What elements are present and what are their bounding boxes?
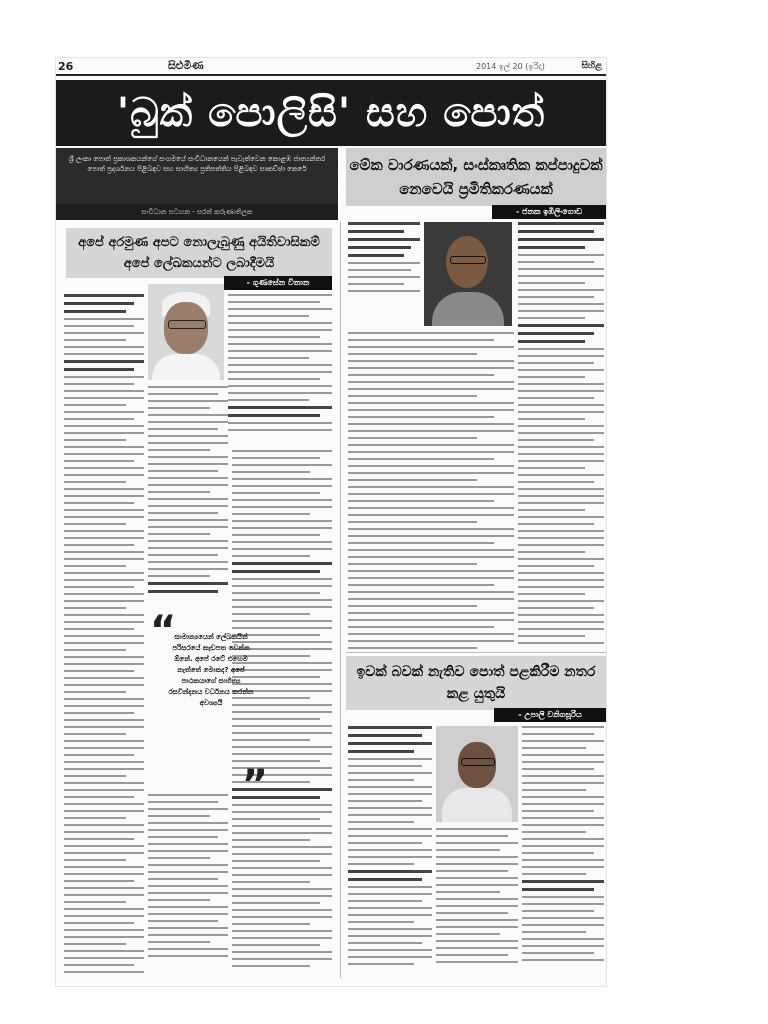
issue-date: 2014 ඉල් 20 (ඉරිදා) bbox=[476, 62, 545, 71]
newspaper-brand: සිළුමිණ bbox=[168, 59, 204, 72]
pull-quote bbox=[150, 608, 268, 808]
page-number: 26 bbox=[58, 60, 74, 73]
left-column-b bbox=[228, 294, 332, 444]
top-right-column-b bbox=[348, 332, 514, 650]
header-rule bbox=[56, 74, 606, 76]
section-divider bbox=[346, 652, 606, 653]
close-quote-icon: ” bbox=[241, 762, 268, 808]
intro-deck: ශ්‍රී ලංකා පොත් ප්‍රකාශකයන්ගේ සංගමයේ සංවිධානයෙන් පැවැත්වෙන කොළඹ ජාත්‍යන්තර පොත් ප්‍රදර්ශනය පිළිබඳව සහ සාහිත්‍ය ප්‍රතිපත්තිය පිළිබඳව සාකච්ඡා කෙරේ bbox=[56, 148, 338, 204]
left-portrait bbox=[148, 284, 224, 380]
top-right-column-a bbox=[348, 222, 420, 326]
main-headline: 'බුක් පොලිසි' සහ පොත් bbox=[56, 80, 606, 146]
top-right-headline: මේක වාරණයක්, සංස්කෘතික කප්පාදුවක් නෙවෙයි ප්‍රමිතිකරණයක් bbox=[346, 148, 606, 206]
bottom-right-portrait bbox=[436, 726, 518, 822]
section-name: සිහිළ bbox=[581, 61, 602, 71]
bottom-right-headline: ඉවක් බවක් නැතිව පොත් පළකිරීම නතර කළ යුතුයි bbox=[346, 656, 606, 710]
column-divider bbox=[340, 222, 341, 978]
bottom-right-column-b bbox=[522, 726, 604, 976]
left-headline: අපේ අරමුණ අපට නොලැබුණු අයිතිවාසිකම් අපේ ලේඛකයන්ට ලබාදීමයි bbox=[66, 228, 332, 278]
newspaper-page bbox=[56, 58, 606, 986]
byline: සංවිධාන සටහන - සරත් කරුණාතිලක bbox=[56, 204, 338, 220]
top-right-author: - ජනක ඉඹිලිංගොඩ bbox=[492, 205, 606, 219]
left-column-e bbox=[148, 794, 228, 970]
left-column-a bbox=[64, 294, 144, 974]
page-header bbox=[56, 58, 606, 76]
left-column-c bbox=[148, 386, 228, 612]
bottom-right-column-c bbox=[436, 828, 518, 976]
open-quote-icon: “ bbox=[150, 608, 177, 654]
left-author: - ගුණසේන විතාන bbox=[224, 276, 332, 290]
bottom-right-column-a bbox=[348, 726, 432, 976]
top-right-portrait bbox=[424, 222, 512, 326]
bottom-right-author: - උපාලි වනිගසූරිය bbox=[494, 708, 606, 722]
pull-quote-text: සාමාන්‍යයෙන් ලේඛකයින් පරිසරයේ කැඩපත වෙන්න ඕනේ. අපේ රටේ එහෙම නැත්තේ මොකද? අපේ පාඨකයාගේ සාහිත්‍ය රසවින්දනය වර්ධනය කරන්න අවශ්‍යයි bbox=[168, 633, 254, 707]
top-right-column-c bbox=[518, 222, 604, 646]
